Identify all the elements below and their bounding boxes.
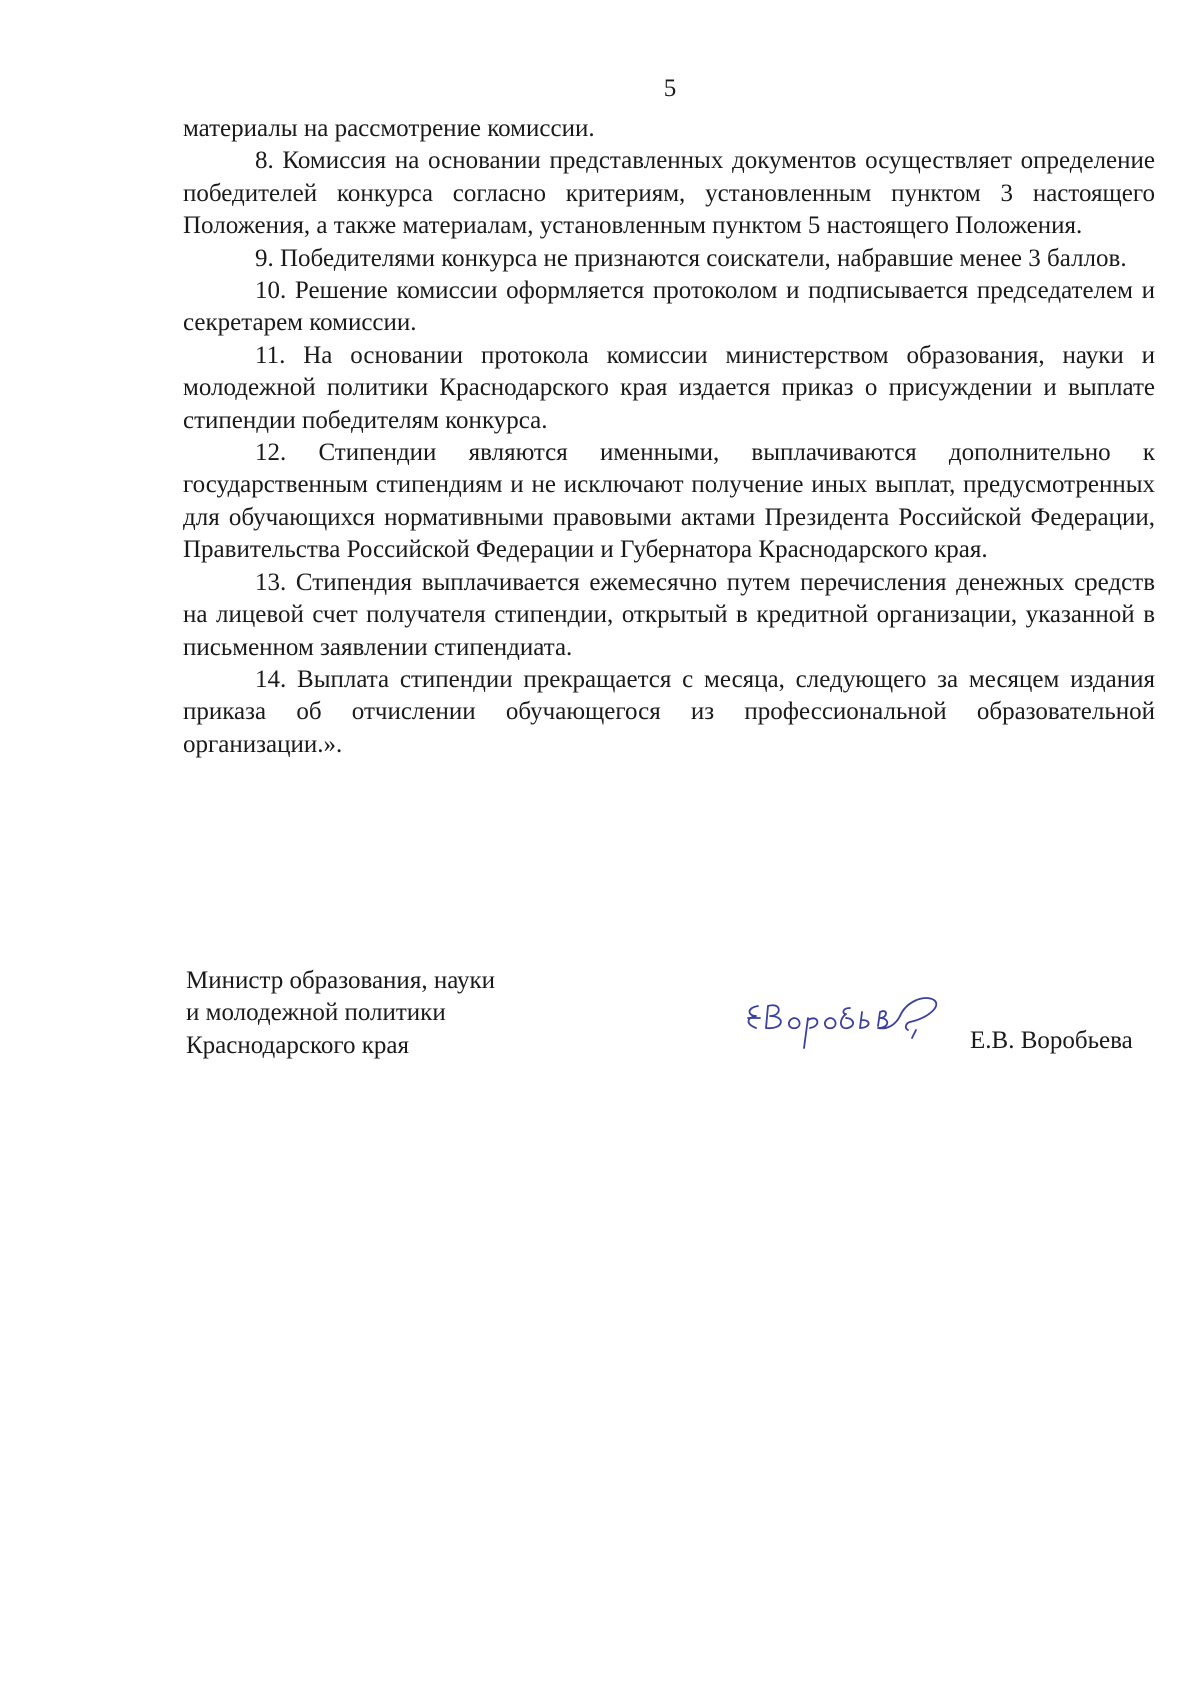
signatory-position (186, 965, 586, 1062)
paragraph-12: 12. Стипендии являются именными, выплачиваются дополнительно к государственным стипендиям и не исключают получение иных выплат, предусмотренных для обучающихся нормативными правовыми актами Президента Российской Федерации, Правительства Российской Федерации и Губернатора Краснодарского края. (183, 439, 1155, 564)
paragraph-9: 9. Победителями конкурса не признаются соискатели, набравшие менее 3 баллов. (255, 244, 1127, 272)
page-number: 5 (663, 75, 677, 102)
document-body (183, 113, 1155, 761)
position-line-3: Краснодарского края (186, 1031, 409, 1059)
handwritten-signature (738, 990, 968, 1070)
paragraph-13: 13. Стипендия выплачивается ежемесячно путем перечисления денежных средств на лицевой счет получателя стипендии, открытый в кредитной организации, указанной в письменном заявлении стипендиата. (183, 568, 1155, 661)
paragraph-8: 8. Комиссия на основании представленных документов осуществляет определение победителей конкурса согласно критериям, установленным пунктом 3 настоящего Положения, а также материалам, установленным пунктом 5 настоящего Положения. (183, 147, 1155, 240)
paragraph-11: 11. На основании протокола комиссии министерством образования, науки и молодежной политики Краснодарского края издается приказ о присуждении и выплате стипендии победителям конкурса. (183, 341, 1155, 434)
position-line-2: и молодежной политики (186, 999, 446, 1027)
paragraph-10: 10. Решение комиссии оформляется протоколом и подписывается председателем и секретарем комиссии. (183, 277, 1155, 337)
paragraph-14: 14. Выплата стипендии прекращается с месяца, следующего за месяцем издания приказа об отчислении обучающегося из профессиональной образовательной организации.». (183, 665, 1155, 758)
paragraph-continuation: материалы на рассмотрение комиссии. (183, 115, 595, 142)
signer-name: Е.В. Воробьева (970, 1027, 1133, 1054)
position-line-1: Министр образования, науки (186, 967, 496, 994)
